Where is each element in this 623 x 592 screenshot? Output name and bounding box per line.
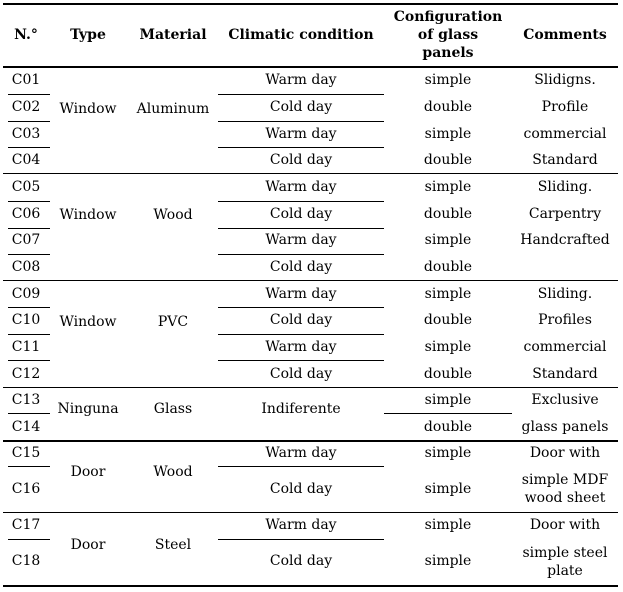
row-config: simple xyxy=(424,339,472,355)
row-rule xyxy=(8,466,50,467)
group-climate: Indiferente xyxy=(261,401,341,417)
row-id: C13 xyxy=(11,392,41,408)
row-climate: Warm day xyxy=(265,339,337,355)
row-rule xyxy=(218,147,384,148)
row-rule xyxy=(8,201,50,202)
group-comment: Sliding. xyxy=(537,286,593,302)
row-config: double xyxy=(423,206,473,222)
group-rule xyxy=(3,512,618,513)
header-rule xyxy=(3,66,618,68)
header-material: Material xyxy=(139,27,207,43)
header-climatic-condition: Climatic condition xyxy=(228,27,374,43)
group-comment: simple steel xyxy=(522,545,608,561)
row-config: simple xyxy=(424,72,472,88)
row-config: double xyxy=(423,259,473,275)
row-id: C16 xyxy=(11,481,41,497)
row-id: C17 xyxy=(11,517,41,533)
row-climate: Warm day xyxy=(265,517,337,533)
row-id: C02 xyxy=(11,99,41,115)
row-config: simple xyxy=(424,517,472,533)
group-comment: commercial xyxy=(523,339,607,355)
group-comment: Handcrafted xyxy=(520,232,610,248)
row-rule xyxy=(218,307,384,308)
row-climate: Cold day xyxy=(269,259,333,275)
row-config: double xyxy=(423,419,473,435)
row-rule xyxy=(218,228,384,229)
row-config: simple xyxy=(424,179,472,195)
row-climate: Cold day xyxy=(269,366,333,382)
row-id: C03 xyxy=(11,126,41,142)
group-comment: commercial xyxy=(523,126,607,142)
group-rule xyxy=(3,173,618,174)
group-comment: wood sheet xyxy=(524,490,606,506)
row-climate: Warm day xyxy=(265,445,337,461)
header-configuration-line-2: of glass xyxy=(417,27,479,43)
row-rule xyxy=(218,360,384,361)
group-comment: Door with xyxy=(529,445,601,461)
row-id: C18 xyxy=(11,553,41,569)
row-rule xyxy=(218,334,384,335)
group-comment: Standard xyxy=(532,366,598,382)
row-climate: Cold day xyxy=(269,152,333,168)
row-rule xyxy=(8,539,50,540)
row-climate: Cold day xyxy=(269,312,333,328)
group-comment: Profile xyxy=(541,99,589,115)
group-material: Glass xyxy=(153,401,193,417)
row-rule xyxy=(8,147,50,148)
row-id: C06 xyxy=(11,206,41,222)
row-id: C10 xyxy=(11,312,41,328)
row-config: double xyxy=(423,366,473,382)
row-rule xyxy=(8,307,50,308)
top-rule xyxy=(3,3,618,5)
group-comment: plate xyxy=(547,563,583,579)
header-no: N.° xyxy=(14,27,38,43)
group-comment: Exclusive xyxy=(531,392,599,408)
row-id: C08 xyxy=(11,259,41,275)
row-rule xyxy=(218,466,384,467)
group-rule xyxy=(3,280,618,281)
group-material: PVC xyxy=(157,314,189,330)
row-climate: Warm day xyxy=(265,286,337,302)
row-config: simple xyxy=(424,481,472,497)
row-rule xyxy=(8,228,50,229)
header-configuration-line-1: Configuration xyxy=(393,9,503,25)
group-rule xyxy=(3,387,618,388)
row-climate: Warm day xyxy=(265,72,337,88)
header-type: Type xyxy=(70,27,106,43)
group-comment: Standard xyxy=(532,152,598,168)
row-rule xyxy=(8,413,50,414)
group-material: Aluminum xyxy=(136,101,210,117)
row-config: simple xyxy=(424,392,472,408)
row-climate: Cold day xyxy=(269,99,333,115)
row-id: C11 xyxy=(11,339,41,355)
row-rule xyxy=(8,94,50,95)
row-id: C15 xyxy=(11,445,41,461)
group-comment: Profiles xyxy=(538,312,592,328)
row-climate: Warm day xyxy=(265,179,337,195)
group-type: Door xyxy=(70,464,106,480)
row-climate: Cold day xyxy=(269,206,333,222)
row-rule xyxy=(8,360,50,361)
group-material: Wood xyxy=(153,207,193,223)
row-id: C14 xyxy=(11,419,41,435)
bottom-rule xyxy=(3,585,618,587)
group-comment: glass panels xyxy=(521,419,609,435)
header-comments: Comments xyxy=(523,27,607,43)
row-rule xyxy=(218,121,384,122)
group-comment: Carpentry xyxy=(528,206,602,222)
row-climate: Cold day xyxy=(269,553,333,569)
row-config: double xyxy=(423,99,473,115)
row-config: simple xyxy=(424,445,472,461)
group-comment: Sliding. xyxy=(537,179,593,195)
row-rule xyxy=(218,254,384,255)
row-config: simple xyxy=(424,286,472,302)
row-rule xyxy=(384,413,512,414)
group-comment: simple MDF xyxy=(521,472,609,488)
header-configuration-line-3: panels xyxy=(422,45,474,61)
row-id: C12 xyxy=(11,366,41,382)
group-comment: Door with xyxy=(529,517,601,533)
group-type: Door xyxy=(70,537,106,553)
row-rule xyxy=(8,334,50,335)
row-rule xyxy=(218,539,384,540)
row-config: simple xyxy=(424,126,472,142)
row-id: C04 xyxy=(11,152,41,168)
row-config: double xyxy=(423,312,473,328)
group-type: Window xyxy=(59,207,117,223)
row-id: C07 xyxy=(11,232,41,248)
row-id: C01 xyxy=(11,72,41,88)
row-rule xyxy=(8,121,50,122)
row-rule xyxy=(218,201,384,202)
group-rule xyxy=(3,440,618,442)
row-id: C09 xyxy=(11,286,41,302)
row-climate: Cold day xyxy=(269,481,333,497)
group-type: Ninguna xyxy=(57,401,119,417)
group-material: Wood xyxy=(153,464,193,480)
row-rule xyxy=(218,94,384,95)
group-comment: Slidigns. xyxy=(534,72,596,88)
row-climate: Warm day xyxy=(265,232,337,248)
group-type: Window xyxy=(59,101,117,117)
row-climate: Warm day xyxy=(265,126,337,142)
row-config: simple xyxy=(424,553,472,569)
row-rule xyxy=(8,254,50,255)
row-id: C05 xyxy=(11,179,41,195)
group-material: Steel xyxy=(154,537,192,553)
group-type: Window xyxy=(59,314,117,330)
row-config: double xyxy=(423,152,473,168)
row-config: simple xyxy=(424,232,472,248)
